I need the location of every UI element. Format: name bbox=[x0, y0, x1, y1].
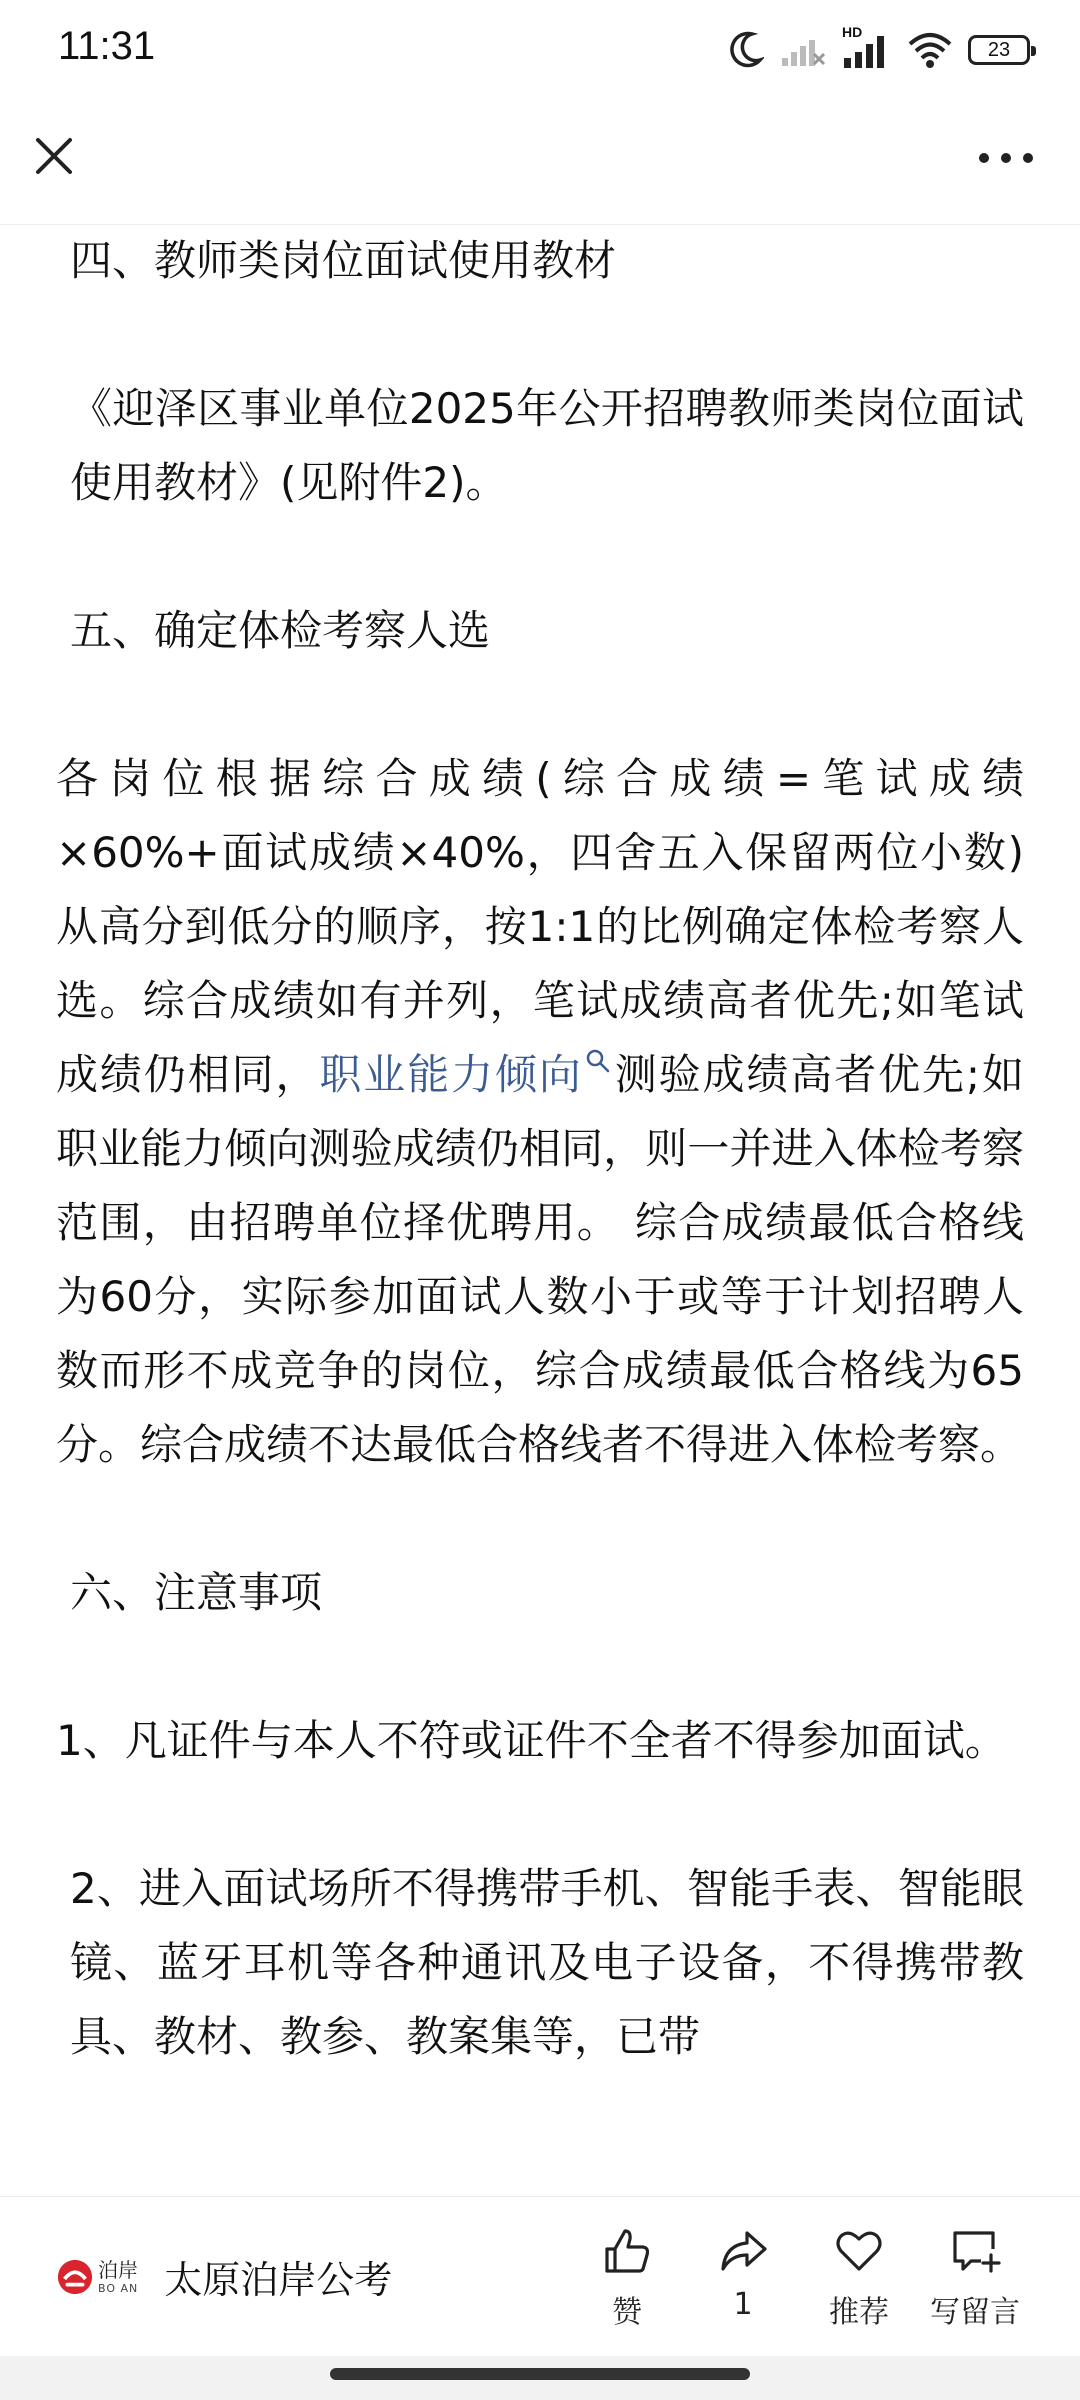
section-paragraph-4: 《迎泽区事业单位2025年公开招聘教师类岗位面试使用教材》(见附件2)。 bbox=[70, 384, 1024, 507]
status-icons bbox=[728, 24, 1030, 76]
logo-icon bbox=[56, 2258, 94, 2296]
account-logo bbox=[56, 2258, 138, 2296]
signal-off-icon bbox=[780, 30, 826, 70]
account-name: 太原泊岸公考 bbox=[164, 2258, 393, 2302]
comment-label: 写留言 bbox=[930, 2295, 1020, 2330]
search-term-link[interactable] bbox=[319, 1050, 612, 1099]
close-button[interactable] bbox=[28, 130, 80, 182]
logo-text: 泊岸 bbox=[98, 2257, 138, 2282]
search-term-text[interactable]: 职业能力倾向 bbox=[319, 1050, 583, 1099]
more-icon-dot bbox=[979, 153, 989, 163]
article-body bbox=[56, 224, 1024, 2196]
recommend-label: 推荐 bbox=[829, 2295, 889, 2330]
thumbs-up-icon bbox=[599, 2223, 655, 2279]
logo-subtext: BO AN bbox=[98, 2281, 139, 2295]
section-heading-5: 五、确定体检考察人选 bbox=[70, 606, 491, 655]
heart-icon bbox=[831, 2223, 887, 2279]
share-button[interactable] bbox=[688, 2223, 798, 2322]
section-heading-4: 四、教师类岗位面试使用教材 bbox=[70, 236, 617, 285]
bottom-action-bar bbox=[0, 2196, 1080, 2356]
more-icon-dot bbox=[1001, 153, 1011, 163]
paragraph-text: 各岗位根据综合成绩(综合成绩=笔试成绩×60%+面试成绩×40%，四舍五入保留两位小数)从高分到低分的顺序，按1:1的比例确定体检考察人选。综合成绩如有并列，笔试成绩高者优先;如笔试成绩仍相同， bbox=[56, 754, 1024, 1099]
moon-icon bbox=[728, 30, 764, 70]
like-button[interactable] bbox=[572, 2223, 682, 2331]
more-button[interactable] bbox=[960, 138, 1052, 178]
system-nav-area bbox=[0, 2356, 1080, 2400]
search-icon bbox=[583, 1046, 613, 1076]
network-label: HD bbox=[842, 24, 863, 40]
close-icon bbox=[28, 130, 80, 182]
signal-hd bbox=[842, 24, 892, 72]
like-label: 赞 bbox=[612, 2295, 642, 2330]
battery-icon: 23 bbox=[968, 35, 1030, 65]
nav-bar bbox=[0, 100, 1080, 225]
comment-button[interactable] bbox=[920, 2223, 1030, 2331]
wifi-icon bbox=[908, 30, 952, 70]
share-icon bbox=[715, 2223, 771, 2279]
paragraph-text: 测验成绩高者优先;如职业能力倾向测验成绩仍相同，则一并进入体检考察范围，由招聘单位择优聘用。 综合成绩最低合格线为60分，实际参加面试人数小于或等于计划招聘人数而形不成竞争的岗位，综合成绩最低合格线为65分。综合成绩不达最低合格线者不得进入体检考察。 bbox=[56, 1050, 1024, 1469]
comment-icon bbox=[947, 2223, 1003, 2279]
recommend-button[interactable] bbox=[804, 2223, 914, 2331]
status-time: 11:31 bbox=[58, 24, 156, 68]
home-indicator[interactable] bbox=[330, 2368, 750, 2380]
notice-item-1: 1、凡证件与本人不符或证件不全者不得参加面试。 bbox=[56, 1716, 1007, 1765]
more-icon-dot bbox=[1023, 153, 1033, 163]
section-paragraph-5 bbox=[56, 742, 1024, 1482]
notice-item-2: 2、进入面试场所不得携带手机、智能手表、智能眼镜、蓝牙耳机等各种通讯及电子设备，不得携带教具、教材、教参、教案集等，已带 bbox=[70, 1864, 1024, 2061]
section-heading-6: 六、注意事项 bbox=[70, 1568, 323, 1617]
share-count: 1 bbox=[733, 2287, 753, 2322]
account-info[interactable] bbox=[56, 2249, 392, 2304]
status-bar bbox=[0, 0, 1080, 100]
